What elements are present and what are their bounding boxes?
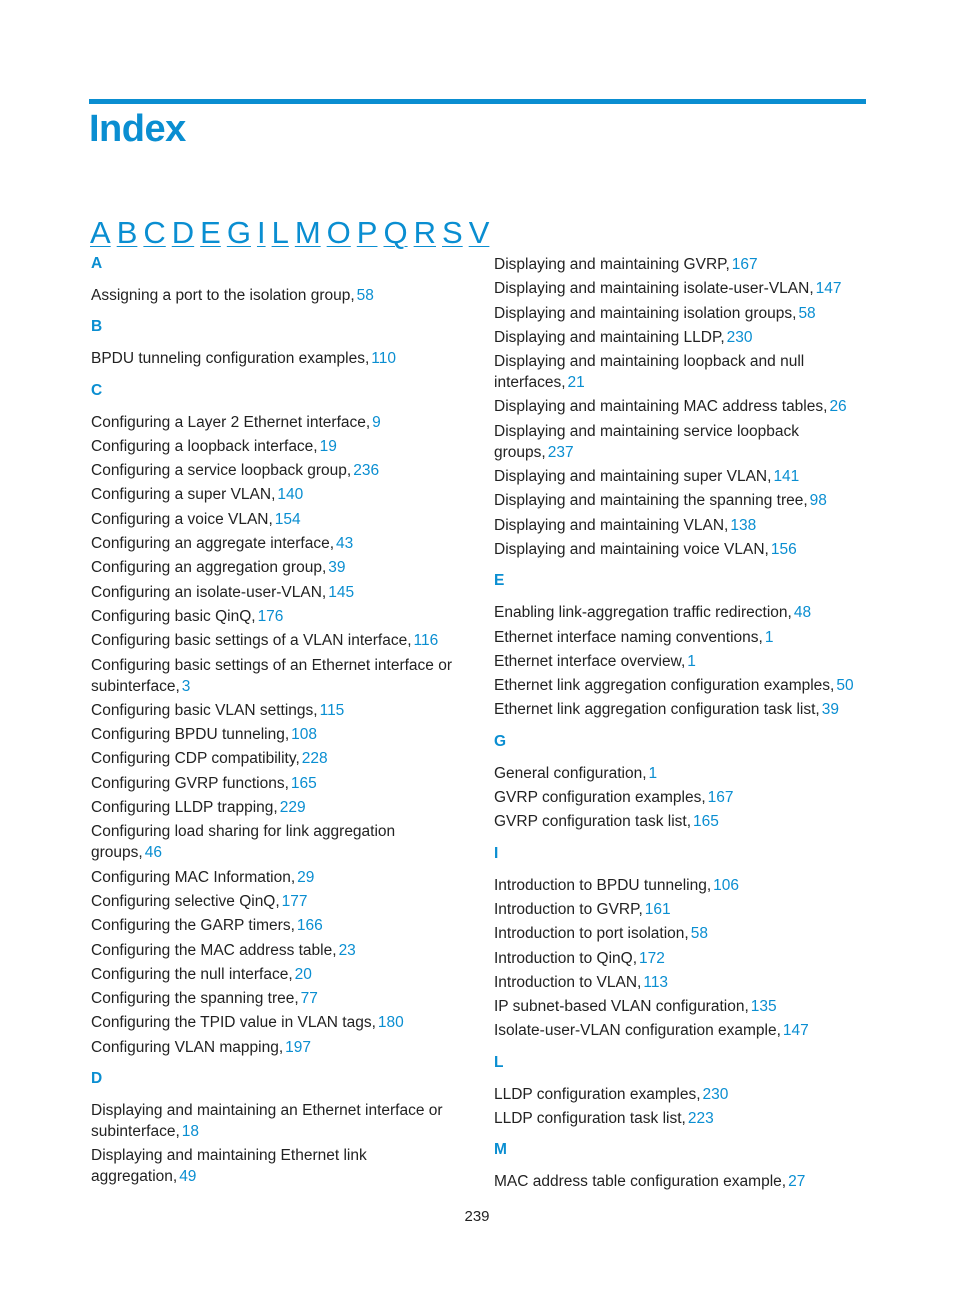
entry-text: Displaying and maintaining MAC address tables, — [494, 398, 828, 416]
letter-link-v[interactable]: V — [468, 215, 490, 250]
entry-text: Configuring LLDP trapping, — [91, 799, 278, 817]
entry-text: Displaying and maintaining Ethernet link aggregation, — [91, 1147, 367, 1186]
entry-text: Displaying and maintaining isolate-user-VLAN, — [494, 280, 814, 298]
index-entry — [91, 964, 463, 985]
index-entry — [494, 763, 866, 784]
entry-page-link[interactable]: 29 — [297, 868, 315, 886]
entry-page-link[interactable]: 145 — [328, 583, 355, 601]
entry-page-link[interactable]: 21 — [567, 374, 585, 392]
entry-page-link[interactable]: 9 — [372, 413, 381, 431]
index-column-right — [494, 254, 866, 1204]
index-entry — [494, 699, 866, 720]
entry-page-link[interactable]: 18 — [181, 1123, 199, 1141]
entry-page-link[interactable]: 1 — [687, 652, 696, 670]
entry-text: IP subnet-based VLAN configuration, — [494, 998, 749, 1016]
entry-text: Displaying and maintaining GVRP, — [494, 256, 730, 273]
section-letter-m: M — [494, 1141, 507, 1159]
page-title: Index — [89, 108, 186, 150]
index-entry — [494, 602, 866, 623]
entry-text: Configuring the spanning tree, — [91, 990, 299, 1008]
entry-page-link[interactable]: 106 — [713, 876, 740, 894]
letter-link-s[interactable]: S — [442, 215, 463, 250]
letter-link-o[interactable]: O — [326, 215, 351, 250]
entry-text: Configuring load sharing for link aggregation groups, — [91, 823, 396, 862]
index-entry — [91, 655, 463, 697]
entry-page-link[interactable]: 46 — [144, 844, 162, 862]
section-letter-l: L — [494, 1053, 504, 1071]
entry-page-link[interactable]: 77 — [300, 990, 318, 1008]
entry-text: Displaying and maintaining an Ethernet interface or subinterface, — [91, 1102, 443, 1141]
letter-link-g[interactable]: G — [226, 215, 251, 250]
index-entry — [494, 351, 866, 393]
entry-page-link[interactable]: 20 — [294, 965, 312, 983]
entry-text: MAC address table configuration example, — [494, 1173, 787, 1191]
entry-text: Configuring a voice VLAN, — [91, 510, 273, 528]
entry-page-link[interactable]: 138 — [730, 516, 757, 534]
entry-page-link[interactable]: 27 — [788, 1173, 806, 1191]
entry-page-link[interactable]: 156 — [770, 540, 797, 558]
index-entry — [494, 1020, 866, 1041]
index-entry — [91, 915, 463, 936]
entry-page-link[interactable]: 113 — [643, 973, 669, 991]
alphabet-nav — [90, 215, 495, 251]
entry-text: Configuring BPDU tunneling, — [91, 726, 290, 744]
entry-page-link[interactable]: 116 — [413, 632, 439, 650]
entry-text: Isolate-user-VLAN configuration example, — [494, 1022, 781, 1040]
entry-page-link[interactable]: 19 — [319, 437, 337, 455]
entry-page-link[interactable]: 26 — [829, 398, 847, 416]
entry-text: Configuring basic settings of an Ethernet interface or subinterface, — [91, 656, 453, 695]
entry-text: Configuring CDP compatibility, — [91, 750, 300, 768]
index-entry — [494, 421, 866, 463]
letter-link-e[interactable]: E — [200, 215, 221, 250]
entry-text: Ethernet link aggregation configuration task list, — [494, 701, 820, 719]
index-entry — [91, 891, 463, 912]
entry-text: LLDP configuration examples, — [494, 1085, 701, 1103]
entry-page-link[interactable]: 23 — [338, 941, 356, 959]
index-entry — [494, 923, 866, 944]
entry-text: Configuring basic VLAN settings, — [91, 701, 318, 719]
entry-text: Configuring an aggregation group, — [91, 559, 327, 577]
index-entry — [91, 557, 463, 578]
index-entry — [494, 787, 866, 808]
entry-page-link[interactable]: 230 — [702, 1085, 729, 1103]
entry-text: Configuring MAC Information, — [91, 868, 296, 886]
index-entry — [91, 724, 463, 745]
index-entry — [91, 1037, 463, 1058]
index-entry — [494, 1171, 866, 1192]
entry-page-link[interactable]: 98 — [809, 492, 827, 510]
index-entry — [494, 515, 866, 536]
index-entry — [91, 509, 463, 530]
index-column-left — [91, 254, 463, 1199]
entry-page-link[interactable]: 166 — [296, 917, 323, 935]
entry-text: Configuring basic settings of a VLAN interface, — [91, 632, 412, 650]
entry-text: Assigning a port to the isolation group, — [91, 287, 355, 304]
entry-page-link[interactable]: 147 — [815, 280, 842, 298]
index-entry — [494, 466, 866, 487]
index-entry — [91, 460, 463, 481]
index-entry — [494, 1084, 866, 1105]
entry-text: Configuring the TPID value in VLAN tags, — [91, 1014, 376, 1032]
entry-text: Configuring the null interface, — [91, 965, 293, 983]
entry-text: Configuring the GARP timers, — [91, 917, 295, 935]
entry-page-link[interactable]: 1 — [764, 628, 774, 646]
index-entry — [91, 484, 463, 505]
entry-page-link[interactable]: 154 — [274, 510, 301, 528]
index-entry — [91, 1100, 463, 1142]
index-entry — [91, 1012, 463, 1033]
entry-page-link[interactable]: 230 — [726, 328, 753, 346]
entry-page-link[interactable]: 140 — [277, 486, 304, 504]
entry-page-link[interactable]: 108 — [291, 726, 318, 744]
entry-text: Configuring basic QinQ, — [91, 607, 256, 625]
entry-page-link[interactable]: 147 — [782, 1022, 809, 1040]
index-entry — [494, 490, 866, 511]
index-entry — [494, 303, 866, 324]
index-entry — [494, 875, 866, 896]
entry-text: Displaying and maintaining service loopback groups, — [494, 422, 800, 461]
section-letter-g: G — [494, 732, 507, 750]
entry-page-link[interactable]: 237 — [547, 443, 574, 461]
entry-text: Ethernet interface overview, — [494, 652, 686, 670]
entry-page-link[interactable]: 39 — [821, 701, 839, 719]
entry-page-link[interactable]: 161 — [644, 900, 671, 918]
entry-text: Configuring the MAC address table, — [91, 941, 337, 959]
index-entry — [91, 348, 463, 369]
page-number: 239 — [464, 1208, 490, 1225]
entry-text: BPDU tunneling configuration examples, — [91, 350, 370, 368]
entry-text: Introduction to BPDU tunneling, — [494, 876, 712, 894]
index-entry — [91, 285, 463, 306]
letter-link-b[interactable]: B — [116, 215, 138, 250]
index-entry — [91, 821, 463, 863]
letter-link-r[interactable]: R — [413, 215, 436, 250]
entry-page-link[interactable]: 58 — [798, 304, 816, 322]
index-entry — [494, 996, 866, 1017]
index-entry — [494, 1108, 866, 1129]
entry-text: Displaying and maintaining isolation groups, — [494, 304, 797, 322]
letter-link-i[interactable]: I — [256, 215, 266, 250]
index-entry — [91, 773, 463, 794]
entry-text: GVRP configuration examples, — [494, 789, 706, 807]
index-entry — [91, 606, 463, 627]
entry-text: Configuring an isolate-user-VLAN, — [91, 583, 327, 601]
entry-text: Introduction to VLAN, — [494, 973, 642, 991]
entry-text: Displaying and maintaining super VLAN, — [494, 468, 772, 486]
entry-text: Configuring VLAN mapping, — [91, 1038, 284, 1056]
letter-link-l[interactable]: L — [271, 215, 289, 250]
entry-page-link[interactable]: 236 — [353, 462, 380, 480]
index-entry — [494, 899, 866, 920]
letter-link-c[interactable]: C — [143, 215, 166, 250]
section-letter-c: C — [91, 381, 103, 399]
entry-page-link[interactable]: 180 — [377, 1014, 404, 1032]
index-entry — [91, 1145, 463, 1187]
index-entry — [494, 627, 866, 648]
index-entry — [494, 948, 866, 969]
entry-text: Ethernet interface naming conventions, — [494, 628, 763, 646]
entry-page-link[interactable]: 49 — [179, 1168, 197, 1186]
index-entry — [91, 797, 463, 818]
letter-link-d[interactable]: D — [171, 215, 195, 250]
index-entry — [91, 700, 463, 721]
title-rule — [89, 99, 866, 104]
section-letter-a: A — [91, 255, 103, 272]
entry-text: Configuring a Layer 2 Ethernet interface, — [91, 413, 371, 431]
index-entry — [91, 988, 463, 1009]
entry-page-link[interactable]: 172 — [639, 949, 665, 967]
entry-text: Ethernet link aggregation configuration examples, — [494, 677, 835, 695]
entry-page-link[interactable]: 115 — [319, 701, 345, 719]
entry-text: Configuring GVRP functions, — [91, 774, 289, 792]
index-entry — [91, 867, 463, 888]
index-entry — [91, 436, 463, 457]
entry-page-link[interactable]: 110 — [371, 350, 397, 368]
index-entry — [91, 630, 463, 651]
entry-text: Configuring an aggregate interface, — [91, 535, 334, 553]
letter-link-m[interactable]: M — [294, 215, 321, 250]
entry-text: Introduction to QinQ, — [494, 949, 638, 967]
entry-text: Displaying and maintaining VLAN, — [494, 516, 729, 534]
entry-text: Configuring a super VLAN, — [91, 486, 276, 504]
index-entry — [91, 940, 463, 961]
entry-page-link[interactable]: 165 — [290, 774, 317, 792]
entry-text: Displaying and maintaining voice VLAN, — [494, 540, 769, 558]
entry-page-link[interactable]: 1 — [648, 764, 658, 782]
entry-text: Displaying and maintaining LLDP, — [494, 328, 725, 346]
entry-page-link[interactable]: 50 — [836, 677, 854, 695]
index-entry — [91, 748, 463, 769]
entry-text: Introduction to port isolation, — [494, 925, 689, 943]
entry-text: LLDP configuration task list, — [494, 1110, 686, 1128]
section-letter-i: I — [494, 844, 499, 862]
entry-page-link[interactable]: 228 — [301, 750, 328, 768]
index-entry — [494, 254, 866, 275]
entry-page-link[interactable]: 58 — [690, 925, 708, 943]
entry-text: General configuration, — [494, 764, 647, 782]
entry-page-link[interactable]: 135 — [750, 998, 777, 1016]
entry-page-link[interactable]: 176 — [257, 607, 284, 625]
entry-page-link[interactable]: 39 — [328, 559, 346, 577]
index-entry — [91, 582, 463, 603]
index-entry — [494, 651, 866, 672]
index-entry — [494, 675, 866, 696]
entry-text: Enabling link-aggregation traffic redirection, — [494, 604, 792, 622]
entry-text: Configuring a loopback interface, — [91, 437, 318, 455]
entry-page-link[interactable]: 165 — [693, 813, 719, 831]
index-entry — [494, 396, 866, 417]
entry-page-link[interactable]: 197 — [285, 1038, 312, 1056]
section-letter-d: D — [91, 1070, 103, 1088]
entry-text: Configuring a service loopback group, — [91, 462, 352, 480]
letter-link-q[interactable]: Q — [383, 215, 408, 250]
entry-page-link[interactable]: 167 — [707, 789, 734, 807]
index-entry — [91, 533, 463, 554]
entry-text: GVRP configuration task list, — [494, 813, 691, 831]
section-letter-b: B — [91, 318, 103, 336]
entry-page-link[interactable]: 58 — [356, 287, 374, 304]
entry-page-link[interactable]: 223 — [687, 1110, 714, 1128]
entry-text: Displaying and maintaining the spanning tree, — [494, 492, 808, 510]
entry-page-link[interactable]: 3 — [181, 677, 191, 695]
entry-text: Introduction to GVRP, — [494, 900, 643, 918]
entry-page-link[interactable]: 229 — [279, 799, 306, 817]
index-entry — [91, 412, 463, 433]
entry-page-link[interactable]: 167 — [731, 256, 758, 273]
entry-page-link[interactable]: 48 — [793, 604, 812, 622]
index-entry — [494, 278, 866, 299]
index-entry — [494, 539, 866, 560]
entry-page-link[interactable]: 43 — [336, 535, 354, 553]
entry-page-link[interactable]: 177 — [281, 892, 308, 910]
entry-text: Displaying and maintaining loopback and null interfaces, — [494, 353, 805, 392]
index-entry — [494, 811, 866, 832]
index-entry — [494, 327, 866, 348]
entry-page-link[interactable]: 141 — [773, 468, 800, 486]
section-letter-e: E — [494, 572, 505, 590]
letter-link-a[interactable]: A — [90, 215, 111, 250]
entry-text: Configuring selective QinQ, — [91, 892, 280, 910]
letter-link-p[interactable]: P — [356, 215, 378, 250]
index-entry — [494, 972, 866, 993]
